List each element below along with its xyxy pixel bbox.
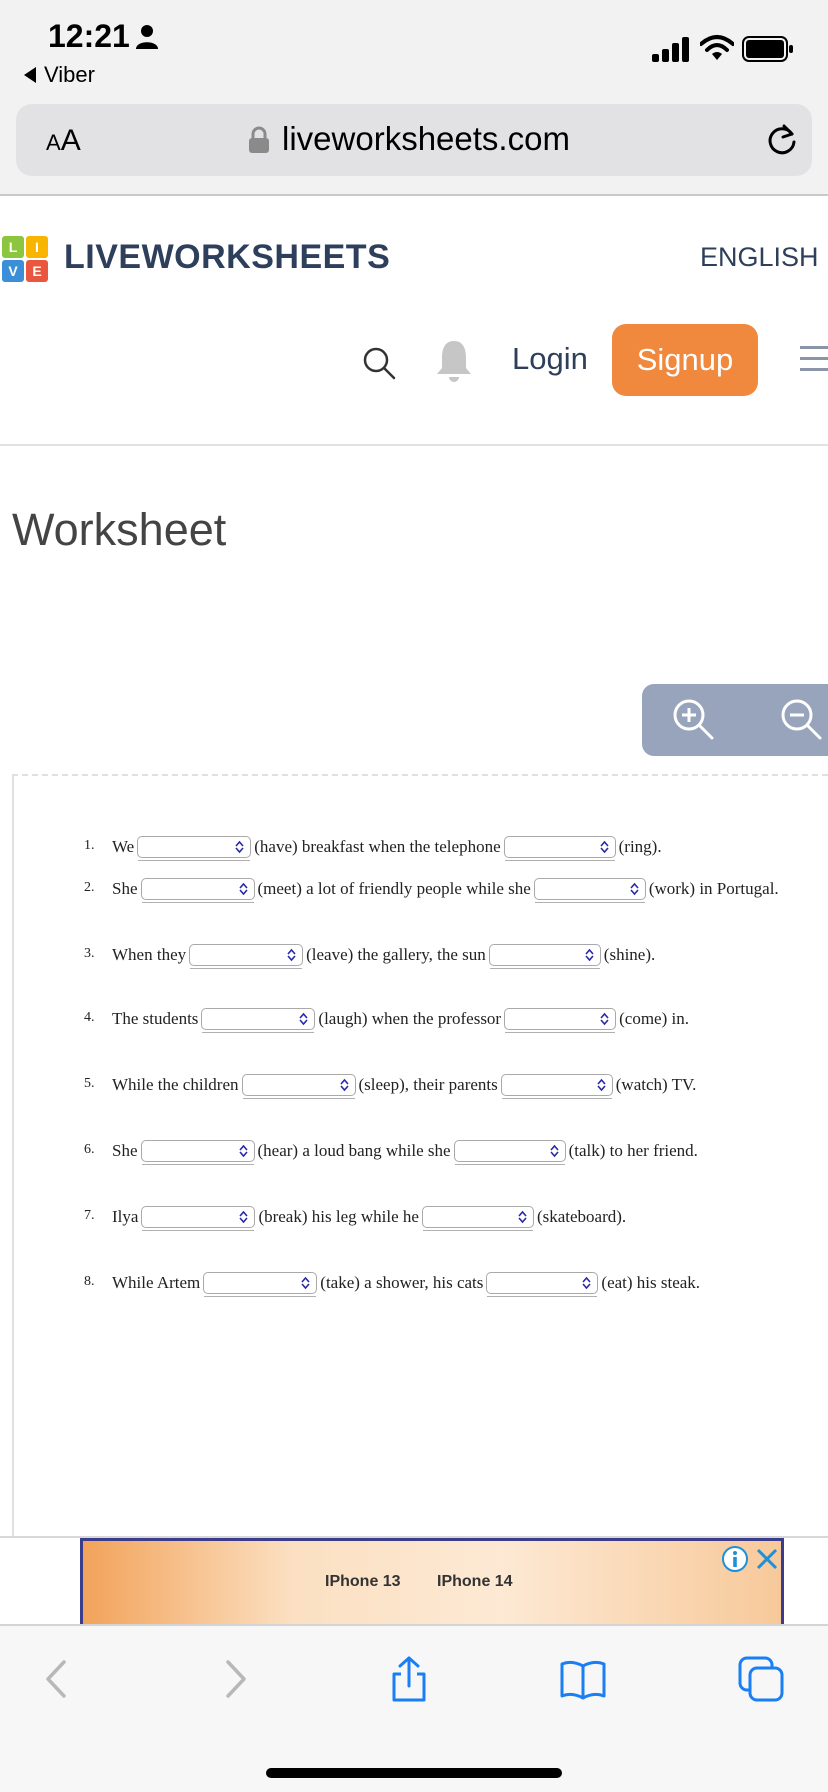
logo-letter: L: [2, 236, 24, 258]
menu-icon[interactable]: [800, 342, 828, 376]
logo-letter: V: [2, 260, 24, 282]
exercise-number: 3.: [84, 946, 95, 961]
answer-dropdown[interactable]: [141, 1140, 255, 1162]
answer-dropdown[interactable]: [486, 1272, 598, 1294]
exercise-text: (have) breakfast when the telephone: [254, 837, 501, 856]
back-arrow-icon: [24, 67, 36, 83]
answer-dropdown[interactable]: [189, 944, 303, 966]
exercise-text: We: [112, 837, 135, 856]
reader-options-button[interactable]: AA: [46, 124, 81, 157]
address-bar[interactable]: [16, 104, 812, 176]
zoom-controls: [642, 684, 828, 756]
exercise-number: 7.: [84, 1208, 95, 1223]
answer-dropdown[interactable]: [504, 1008, 616, 1030]
logo-text[interactable]: LIVEWORKSHEETS: [64, 238, 391, 276]
exercise-text: (come) in.: [619, 1009, 689, 1028]
exercise-text: (ring).: [618, 837, 662, 856]
answer-dropdown[interactable]: [242, 1074, 356, 1096]
zoom-in-icon[interactable]: [672, 698, 714, 740]
lock-icon: [248, 126, 270, 154]
signup-button[interactable]: Signup: [612, 324, 758, 396]
status-bar: [0, 0, 828, 100]
exercise-text: (take) a shower, his cats: [320, 1273, 484, 1292]
exercise-number: 6.: [84, 1142, 95, 1157]
exercise-text: (work) in Portugal.: [648, 879, 779, 898]
ad-text: IPhone 14: [437, 1573, 513, 1590]
language-selector[interactable]: [700, 242, 819, 273]
search-icon[interactable]: [362, 346, 396, 380]
browser-top-bar: [0, 100, 828, 196]
answer-dropdown[interactable]: [489, 944, 601, 966]
ad-banner[interactable]: [80, 1538, 784, 1626]
answer-dropdown[interactable]: [141, 1206, 255, 1228]
status-time: 12:21: [48, 18, 130, 54]
ad-text: IPhone 13: [325, 1573, 401, 1590]
logo-letter: I: [26, 236, 48, 258]
logo-icon[interactable]: [2, 236, 48, 282]
logo-letter: E: [26, 260, 48, 282]
exercise-number: 1.: [84, 838, 95, 853]
exercise-text: (hear) a loud bang while she: [257, 1141, 451, 1160]
answer-dropdown[interactable]: [534, 878, 646, 900]
exercise-text: Ilya: [112, 1207, 139, 1226]
person-icon: [134, 24, 160, 50]
answer-dropdown[interactable]: [422, 1206, 534, 1228]
login-link[interactable]: Login: [512, 341, 588, 376]
home-indicator[interactable]: [266, 1768, 562, 1778]
exercise-text: She: [112, 1141, 138, 1160]
answer-dropdown[interactable]: [201, 1008, 315, 1030]
exercise-text: (skateboard).: [536, 1207, 627, 1226]
exercise-text: (eat) his steak.: [601, 1273, 701, 1292]
back-icon[interactable]: [34, 1656, 80, 1702]
back-app-label: Viber: [44, 62, 95, 87]
exercise-text: (break) his leg while he: [258, 1207, 419, 1226]
battery-icon: [742, 36, 794, 62]
exercise-text: (leave) the gallery, the sun: [306, 945, 486, 964]
ad-info-icon[interactable]: [721, 1545, 749, 1573]
share-icon[interactable]: [386, 1656, 432, 1702]
exercise-text: (sleep), their parents: [358, 1075, 498, 1094]
forward-icon[interactable]: [212, 1656, 258, 1702]
exercise-number: 2.: [84, 880, 95, 895]
answer-dropdown[interactable]: [141, 878, 255, 900]
answer-dropdown[interactable]: [137, 836, 251, 858]
answer-dropdown[interactable]: [501, 1074, 613, 1096]
exercise-text: (watch) TV.: [615, 1075, 697, 1094]
site-header: [0, 198, 828, 446]
back-to-app-link[interactable]: [24, 62, 95, 88]
exercise-text: The students: [112, 1009, 199, 1028]
reload-icon[interactable]: [764, 122, 800, 158]
answer-dropdown[interactable]: [504, 836, 616, 858]
ad-close-icon[interactable]: [755, 1547, 779, 1571]
exercise-text: (shine).: [603, 945, 656, 964]
wifi-icon: [700, 34, 734, 62]
tabs-icon[interactable]: [738, 1656, 784, 1702]
exercise-text: While the children: [112, 1075, 239, 1094]
page-title: Worksheet: [12, 504, 227, 555]
url-text[interactable]: liveworksheets.com: [282, 120, 570, 157]
exercise-text: (laugh) when the professor: [318, 1009, 502, 1028]
bell-icon[interactable]: [434, 338, 474, 384]
answer-dropdown[interactable]: [454, 1140, 566, 1162]
language-label: ENGLISH: [700, 242, 819, 272]
exercise-text: (meet) a lot of friendly people while she: [257, 879, 531, 898]
exercise-number: 5.: [84, 1076, 95, 1091]
answer-dropdown[interactable]: [203, 1272, 317, 1294]
exercise-number: 8.: [84, 1274, 95, 1289]
exercise-text: While Artem: [112, 1273, 201, 1292]
browser-toolbar: [0, 1624, 828, 1792]
worksheet-panel: [12, 774, 828, 1536]
signal-icon: [652, 36, 692, 62]
exercise-text: (talk) to her friend.: [568, 1141, 698, 1160]
exercise-text: When they: [112, 945, 187, 964]
zoom-out-icon[interactable]: [780, 698, 822, 740]
exercise-number: 4.: [84, 1010, 95, 1025]
exercise-text: She: [112, 879, 138, 898]
bookmarks-icon[interactable]: [560, 1656, 606, 1702]
